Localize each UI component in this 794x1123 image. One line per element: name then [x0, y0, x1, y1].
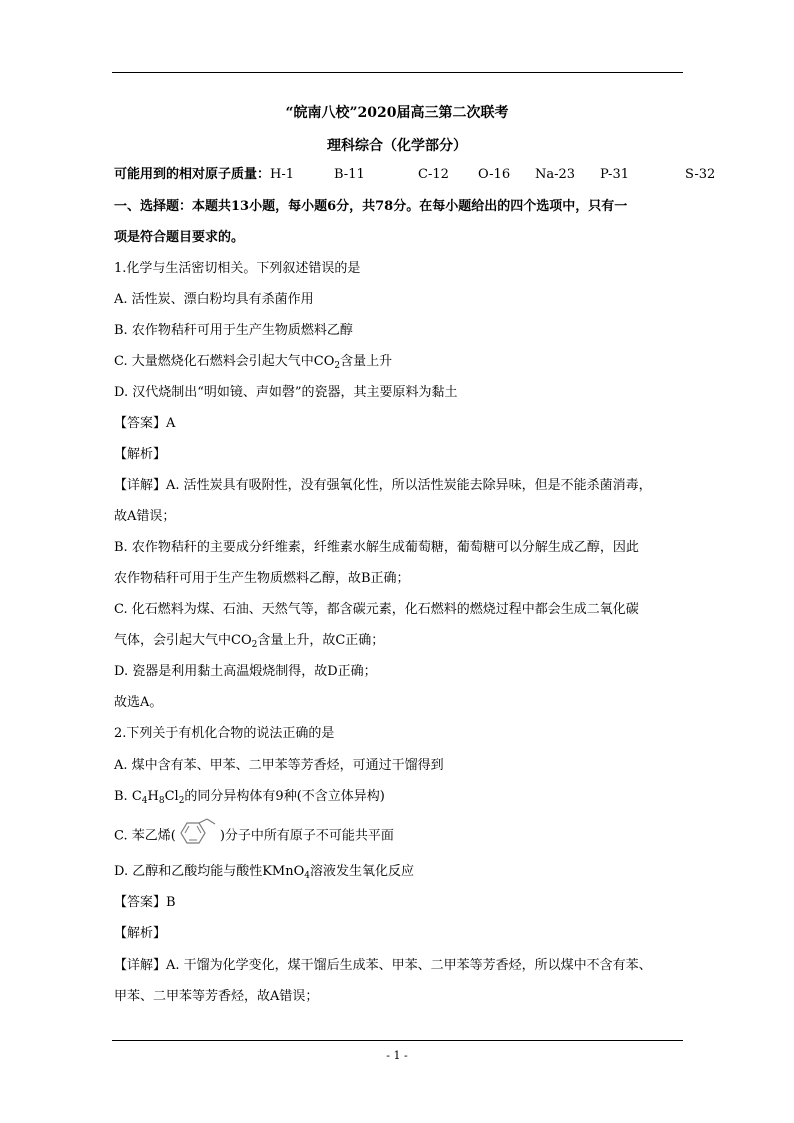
q2-answer: 【答案】B	[114, 895, 176, 910]
q1-option-c-subscript: 2	[334, 361, 341, 371]
atomic-mass-h: H-1	[270, 167, 295, 182]
q1-stem: 1.化学与生活密切相关。下列叙述错误的是	[114, 261, 361, 276]
q2-detail-line1: 【详解】A. 干馏为化学变化，煤干馏后生成苯、甲苯、二甲苯等芳香烃，所以煤中不含有苯、	[114, 958, 652, 973]
q1-option-c-text: C. 大量燃烧化石燃料会引起大气中CO	[114, 354, 335, 369]
q2-option-d-text-end: 溶液发生氧化反应	[310, 864, 415, 879]
atomic-mass-o: O-16	[478, 167, 511, 182]
q1-detail-line2: 故A错误；	[114, 509, 176, 524]
q2-option-b-sub-h: 8	[158, 796, 165, 806]
exam-title: “皖南八校”2020届高三第二次联考	[285, 105, 509, 121]
q1-detail-line6-subscript: 2	[251, 640, 258, 650]
q2-stem: 2.下列关于有机化合物的说法正确的是	[114, 726, 335, 741]
q1-answer: 【答案】A	[114, 416, 176, 431]
q2-analysis-label: 【解析】	[114, 926, 167, 941]
section-heading-line1: 一、选择题：本题共13小题，每小题6分，共78分。在每小题给出的四个选项中，只有一	[114, 199, 628, 214]
q1-option-c	[114, 352, 392, 372]
q1-detail-line3: B. 农作物秸秆的主要成分纤维素，纤维素水解生成葡萄糖，葡萄糖可以分解生成乙醇，因此	[114, 540, 639, 555]
q1-option-a: A. 活性炭、漂白粉均具有杀菌作用	[114, 292, 314, 307]
atomic-mass-b: B-11	[334, 167, 365, 182]
q2-option-b-h: H	[147, 789, 159, 804]
styrene-structure-icon	[177, 818, 219, 848]
q2-option-b-sub-c: 4	[141, 796, 148, 806]
q1-detail-line1: 【详解】A. 活性炭具有吸附性，没有强氧化性，所以活性炭能去除异味，但是不能杀菌消毒，	[114, 478, 652, 493]
q1-detail-line5: C. 化石燃料为煤、石油、天然气等，都含碳元素，化石燃料的燃烧过程中都会生成二氧化碳	[114, 602, 639, 617]
q1-analysis-label: 【解析】	[114, 447, 167, 462]
top-rule	[112, 72, 683, 73]
exam-subtitle: 理科综合（化学部分）	[327, 138, 467, 154]
q1-option-b: B. 农作物秸秆可用于生产生物质燃料乙醇	[114, 323, 353, 338]
q2-option-b-cl: Cl	[164, 789, 179, 804]
q2-option-d-text: D. 乙醇和乙酸均能与酸性KMnO	[114, 864, 305, 879]
atomic-mass-label: 可能用到的相对原子质量：	[114, 167, 271, 182]
q2-option-a: A. 煤中含有苯、甲苯、二甲苯等芳香烃，可通过干馏得到	[114, 758, 444, 773]
atomic-mass-s: S-32	[685, 167, 716, 182]
q2-option-d-subscript: 4	[304, 871, 311, 881]
q2-option-b-c: B. C	[114, 789, 142, 804]
q2-option-d	[114, 862, 414, 882]
atomic-mass-c: C-12	[418, 167, 449, 182]
q2-option-b-sub-cl: 2	[178, 796, 185, 806]
atomic-mass-line	[114, 165, 715, 185]
q1-detail-line6-text: 气体，会引起大气中CO	[114, 633, 252, 648]
q2-option-b-text: 的同分异构体有9种(不含立体异构)	[184, 789, 385, 804]
q2-option-c-text: C. 苯乙烯(	[114, 828, 176, 844]
q1-option-d: D. 汉代烧制出“明如镜、声如磬”的瓷器，其主要原料为黏土	[114, 385, 458, 400]
q2-option-c	[114, 824, 394, 844]
q2-option-b	[114, 787, 385, 807]
atomic-mass-na: Na-23	[535, 167, 576, 182]
page-number: - 1 -	[386, 1049, 408, 1062]
q2-option-c-text-end: )分子中所有原子不可能共平面	[219, 828, 394, 844]
q1-option-c-text-end: 含量上升	[340, 354, 393, 369]
q1-detail-line7: D. 瓷器是利用黏土高温煅烧制得，故D正确；	[114, 664, 377, 679]
q2-detail-line2: 甲苯、二甲苯等芳香烃，故A错误；	[114, 989, 319, 1004]
q1-detail-line6	[114, 631, 384, 651]
bottom-rule	[112, 1040, 683, 1041]
section-heading-line2: 项是符合题目要求的。	[114, 230, 245, 245]
q1-detail-line6-text-end: 含量上升，故C正确；	[257, 633, 385, 648]
q1-detail-line4: 农作物秸秆可用于生产生物质燃料乙醇，故B正确；	[114, 571, 410, 586]
q1-detail-line8: 故选A。	[114, 695, 163, 710]
atomic-mass-p: P-31	[600, 167, 629, 182]
